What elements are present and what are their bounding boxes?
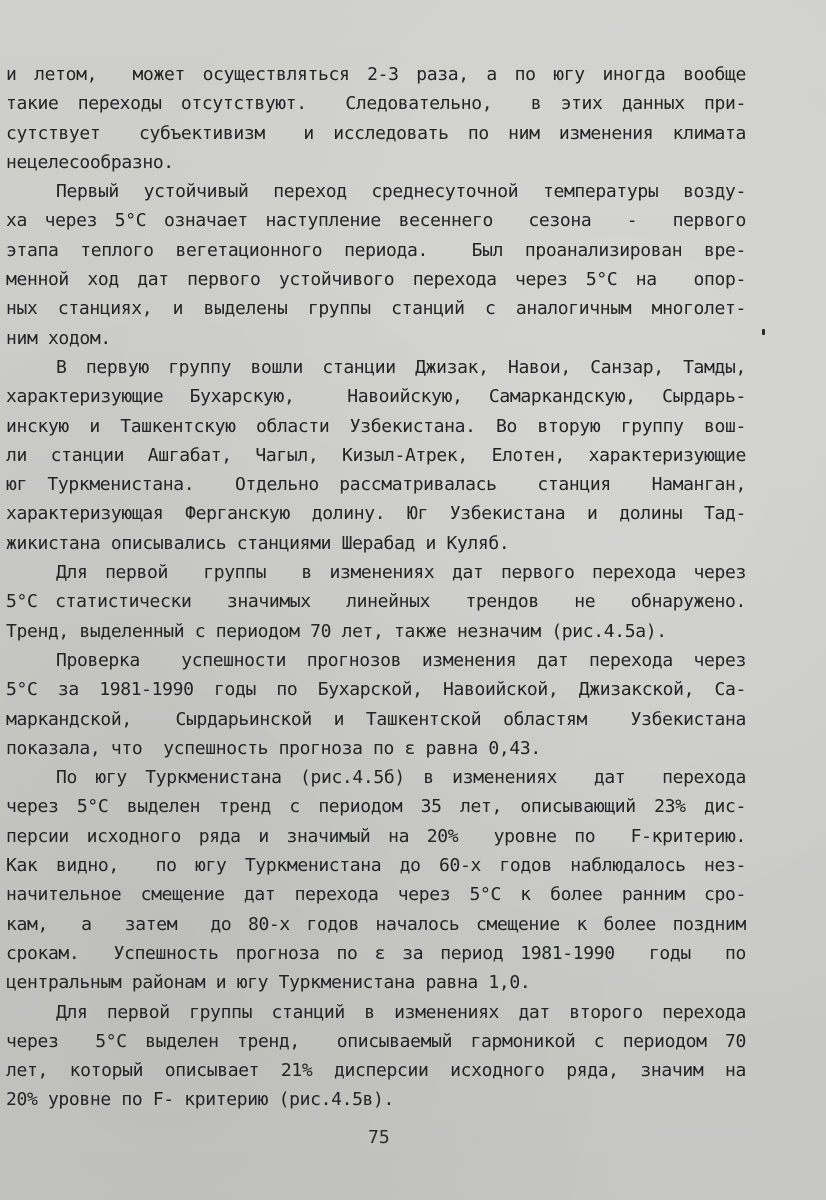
text-line: и летом, может осуществляться 2-3 раза, а по югу иногда вообще bbox=[6, 64, 746, 85]
text-line: Проверка успешности прогнозов изменения дат перехода через bbox=[56, 649, 746, 671]
text-line: Тренд, выделенный с периодом 70 лет, также незначим (рис.4.5а). bbox=[6, 620, 667, 642]
text-line: показала, что успешность прогноза по ε равна 0,43. bbox=[6, 737, 541, 759]
text-line: через 5°С выделен тренд с периодом 35 лет, описывающий 23% дис- bbox=[6, 796, 746, 818]
text-line: центральным районам и югу Туркменистана равна 1,0. bbox=[6, 972, 531, 994]
text-line: лет, который описывает 21% дисперсии исходного ряда, значим на bbox=[6, 1060, 746, 1082]
text-line: нецелесообразно. bbox=[6, 151, 174, 173]
text-line: жикистана описывались станциями Шерабад и Куляб. bbox=[6, 532, 510, 554]
page-number: 75 bbox=[368, 1127, 390, 1148]
text-line: Для первой группы станций в изменениях дат второго перехода bbox=[56, 1001, 746, 1023]
text-line: характеризующая Ферганскую долину. Юг Узбекистана и долины Тад- bbox=[6, 503, 746, 525]
text-line: менной ход дат первого устойчивого перехода через 5°С на опор- bbox=[6, 269, 746, 291]
text-line: ним ходом. bbox=[6, 327, 111, 349]
text-line: Первый устойчивый переход среднесуточной температуры возду- bbox=[56, 181, 746, 203]
text-line: персии исходного ряда и значимый на 20% уровне по F-критерию. bbox=[6, 825, 746, 847]
text-line: 20% уровне по F- критерию (рис.4.5в). bbox=[6, 1089, 395, 1111]
text-line: ха через 5°С означает наступление весеннего сезона - первого bbox=[6, 210, 746, 232]
text-line: ных станциях, и выделены группы станций с аналогичным многолет- bbox=[6, 298, 746, 320]
text-line: характеризующие Бухарскую, Навоийскую, Самаркандскую, Сырдарь- bbox=[6, 386, 746, 408]
text-line: маркандской, Сырдарьинской и Ташкентской областям Узбекистана bbox=[6, 708, 746, 730]
text-line: кам, а затем до 80-х годов началось смещение к более поздним bbox=[6, 913, 746, 935]
text-line: Для первой группы в изменениях дат первого перехода через bbox=[56, 562, 746, 584]
text-line: 5°С статистически значимых линейных трендов не обнаружено. bbox=[6, 591, 746, 613]
text-line: По югу Туркменистана (рис.4.5б) в изменениях дат перехода bbox=[56, 767, 746, 789]
body-text bbox=[6, 60, 746, 1115]
text-line: В первую группу вошли станции Джизак, Навои, Санзар, Тамды, bbox=[56, 356, 746, 378]
text-line: через 5°С выделен тренд, описываемый гармоникой с периодом 70 bbox=[6, 1030, 746, 1052]
text-line: ли станции Ашгабат, Чагыл, Кизыл-Атрек, Елотен, характеризующие bbox=[6, 444, 746, 466]
text-line: сутствует субъективизм и исследовать по ним изменения климата bbox=[6, 122, 746, 144]
text-line: этапа теплого вегетационного периода. Был проанализирован вре- bbox=[6, 239, 746, 261]
text-line: юг Туркменистана. Отдельно рассматривалась станция Наманган, bbox=[6, 474, 746, 496]
ink-speck bbox=[762, 329, 765, 335]
text-line: 5°С за 1981-1990 годы по Бухарской, Навоийской, Джизакской, Са- bbox=[6, 679, 746, 701]
text-line: инскую и Ташкентскую области Узбекистана. Во вторую группу вош- bbox=[6, 415, 746, 437]
text-line: Как видно, по югу Туркменистана до 60-х годов наблюдалось нез- bbox=[6, 855, 746, 877]
text-line: начительное смещение дат перехода через 5°С к более ранним сро- bbox=[6, 884, 746, 906]
text-line: срокам. Успешность прогноза по ε за период 1981-1990 годы по bbox=[6, 942, 746, 964]
text-line: такие переходы отсутствуют. Следовательно, в этих данных при- bbox=[6, 93, 746, 115]
